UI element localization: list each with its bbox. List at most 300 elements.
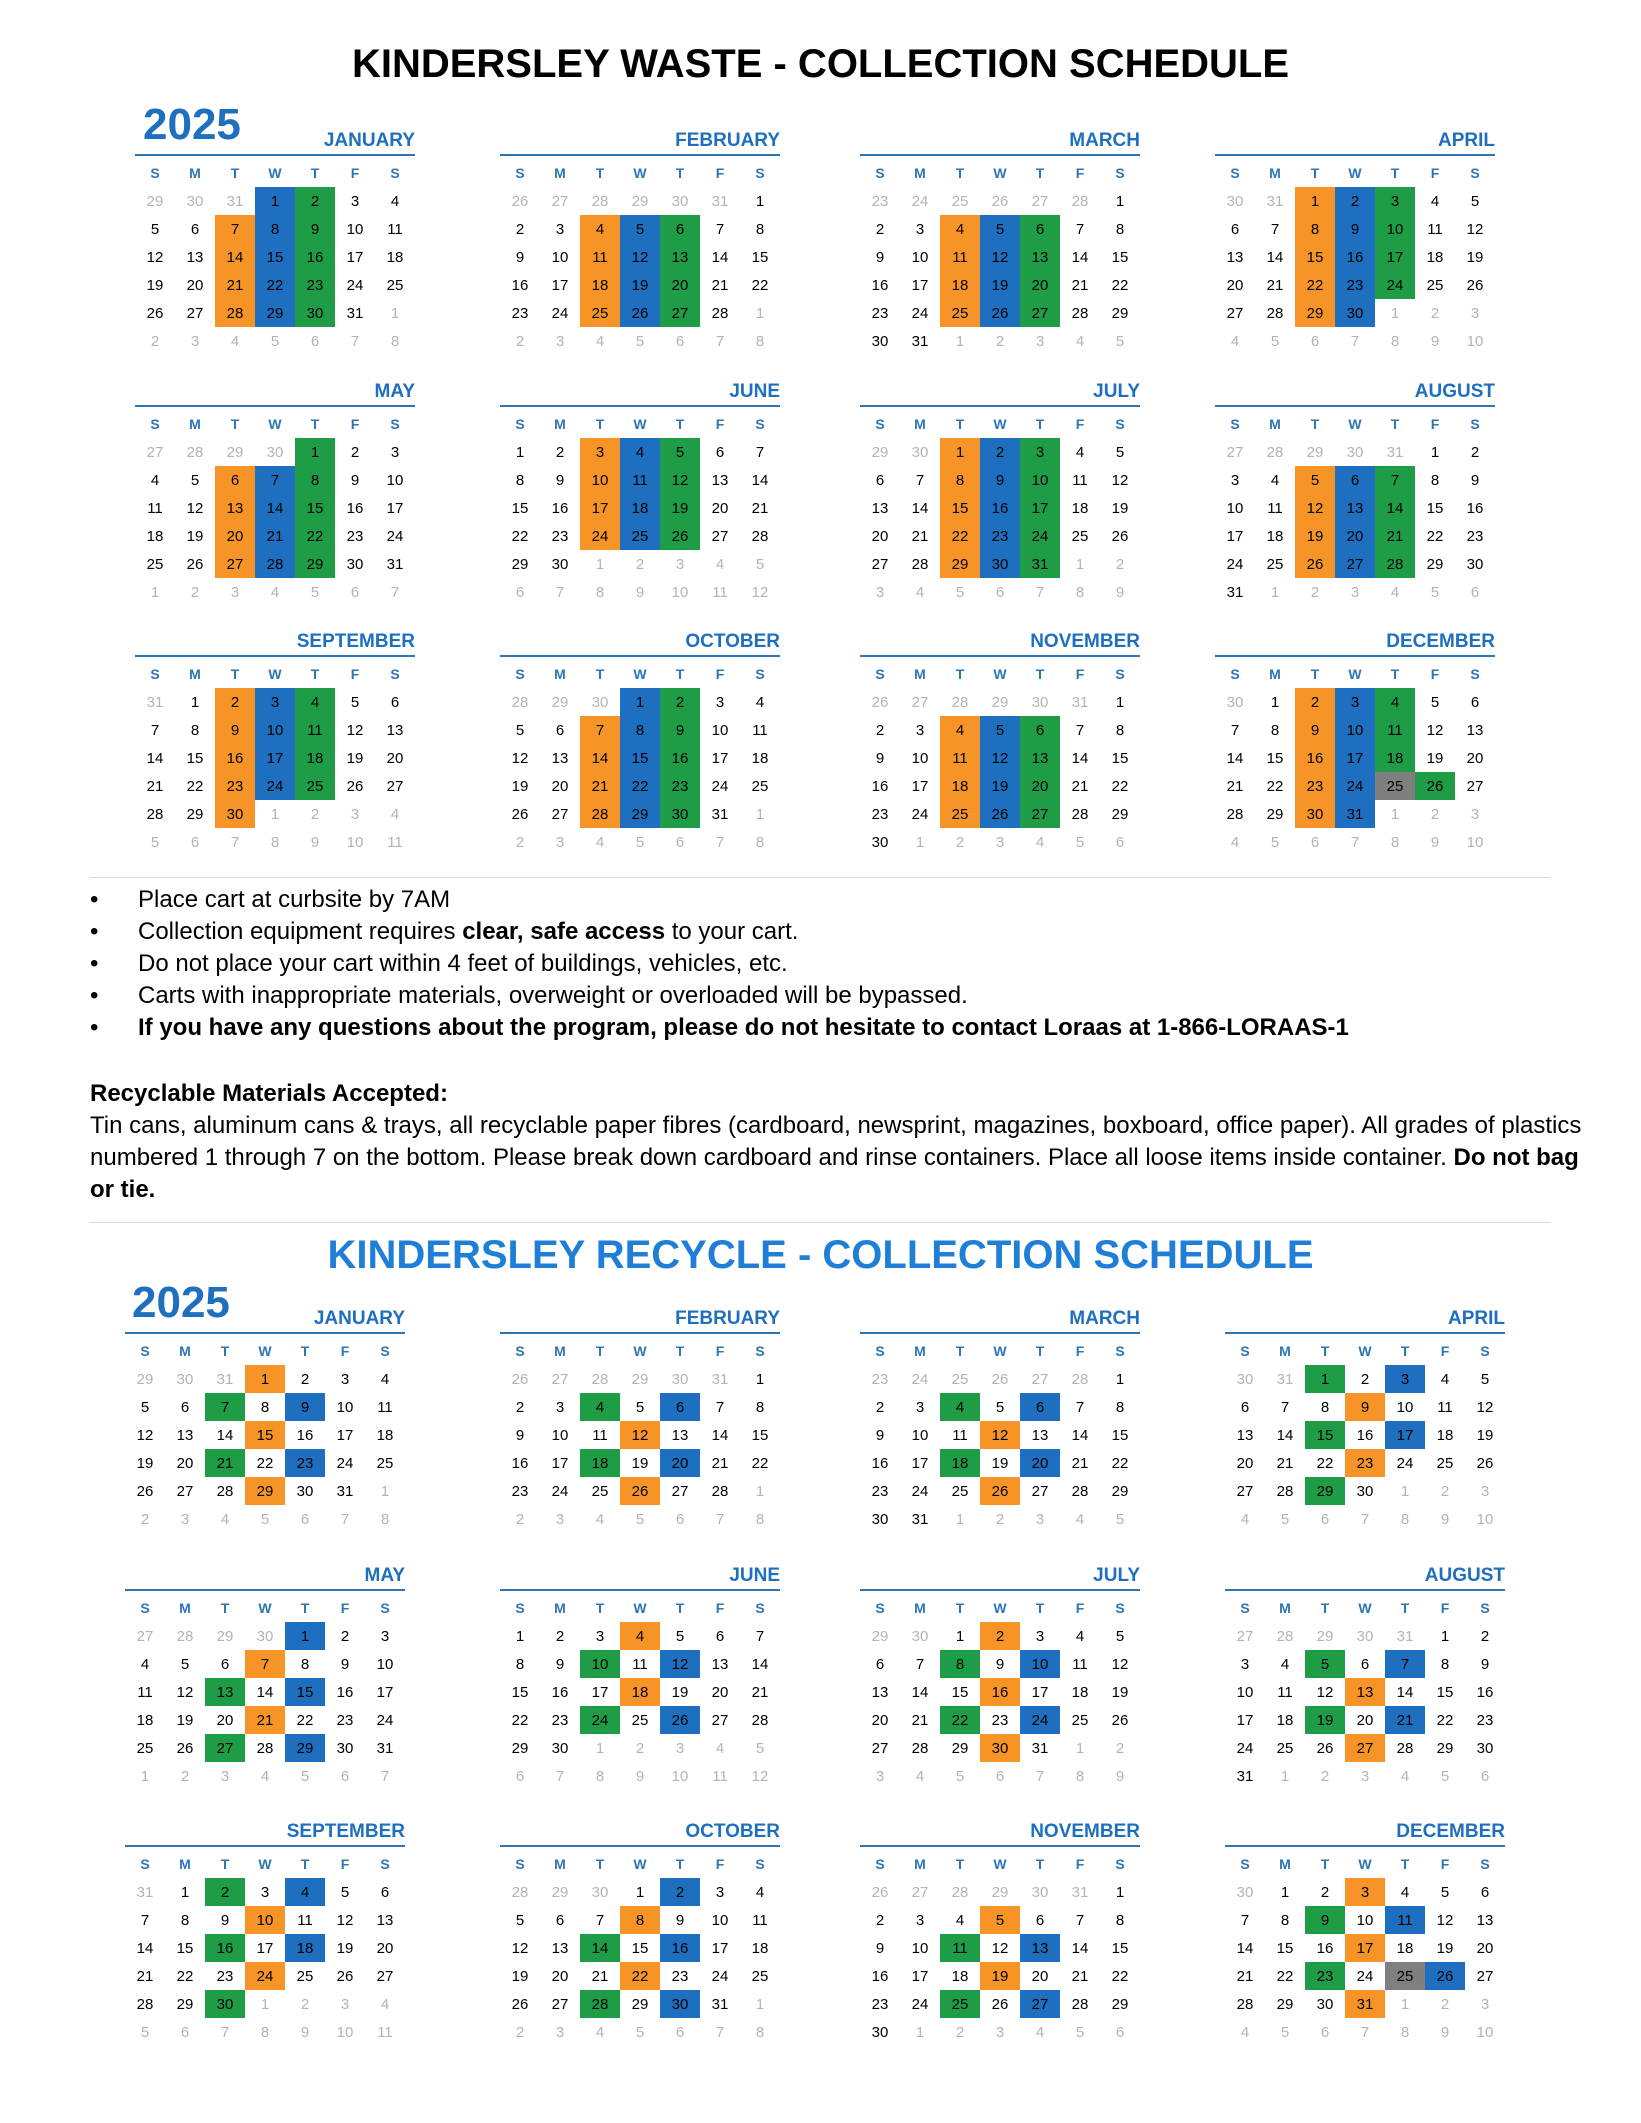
calendar-day: 9 bbox=[875, 1939, 885, 1957]
day-header: W bbox=[993, 666, 1007, 682]
calendar-day: 2 bbox=[955, 2023, 965, 2041]
calendar-day: 16 bbox=[1335, 243, 1375, 271]
month-rule bbox=[125, 1845, 405, 1847]
calendar-day: 3 bbox=[230, 583, 240, 601]
month-grid bbox=[1225, 1594, 1505, 1790]
calendar-day: 6 bbox=[1115, 833, 1125, 851]
calendar-day: 22 bbox=[620, 1962, 660, 1990]
calendar-day: 4 bbox=[755, 1883, 765, 1901]
month-grid bbox=[1225, 1850, 1505, 2046]
calendar-day: 6 bbox=[1310, 833, 1320, 851]
calendar-day: 30 bbox=[1295, 800, 1335, 828]
calendar-day: 22 bbox=[1316, 1454, 1334, 1472]
calendar-day: 5 bbox=[1280, 2023, 1290, 2041]
calendar-day: 14 bbox=[136, 1939, 154, 1957]
day-header: M bbox=[1279, 1343, 1291, 1359]
calendar-day: 6 bbox=[1360, 1655, 1370, 1673]
calendar-day: 10 bbox=[551, 248, 569, 266]
calendar-day: 4 bbox=[260, 1767, 270, 1785]
calendar-day: 7 bbox=[715, 833, 725, 851]
day-header: F bbox=[340, 1600, 350, 1616]
calendar-day: 8 bbox=[755, 1398, 765, 1416]
calendar-day: 13 bbox=[1476, 1911, 1494, 1929]
calendar-day: 4 bbox=[270, 583, 280, 601]
month-grid bbox=[500, 159, 780, 355]
month-name: DECEMBER bbox=[1386, 631, 1495, 652]
month-rule bbox=[860, 405, 1140, 407]
calendar-day: 29 bbox=[871, 1627, 889, 1645]
calendar-day: 1 bbox=[955, 1510, 965, 1528]
calendar-day: 19 bbox=[980, 772, 1020, 800]
month-grid bbox=[500, 1337, 780, 1533]
calendar-day: 1 bbox=[755, 304, 765, 322]
month-name: APRIL bbox=[1448, 1308, 1505, 1329]
calendar-day: 7 bbox=[150, 721, 160, 739]
calendar-day: 21 bbox=[1385, 1706, 1425, 1734]
calendar-day: 21 bbox=[205, 1449, 245, 1477]
calendar-day: 23 bbox=[1476, 1711, 1494, 1729]
calendar-day: 4 bbox=[1280, 1655, 1290, 1673]
calendar-day: 3 bbox=[555, 833, 565, 851]
calendar-day: 7 bbox=[1375, 466, 1415, 494]
day-header: T bbox=[955, 165, 965, 181]
calendar-day: 28 bbox=[1276, 1482, 1294, 1500]
calendar-day: 7 bbox=[245, 1650, 285, 1678]
calendar-day: 18 bbox=[951, 1967, 969, 1985]
calendar-day: 1 bbox=[515, 443, 525, 461]
calendar-day: 22 bbox=[751, 1454, 769, 1472]
calendar-day: 6 bbox=[180, 2023, 190, 2041]
calendar-day: 4 bbox=[595, 833, 605, 851]
calendar-day: 7 bbox=[1075, 220, 1085, 238]
calendar-day: 10 bbox=[671, 1767, 689, 1785]
day-header: S bbox=[1480, 1343, 1490, 1359]
recycle-month-january bbox=[125, 1308, 405, 1528]
calendar-day: 4 bbox=[1400, 1767, 1410, 1785]
calendar-day: 26 bbox=[620, 1477, 660, 1505]
calendar-day: 9 bbox=[1430, 833, 1440, 851]
calendar-day: 15 bbox=[511, 1683, 529, 1701]
calendar-day: 28 bbox=[1266, 304, 1284, 322]
calendar-day: 11 bbox=[712, 583, 728, 601]
calendar-day: 5 bbox=[1280, 1510, 1290, 1528]
calendar-day: 25 bbox=[1385, 1962, 1425, 1990]
day-header: F bbox=[715, 1343, 725, 1359]
month-rule bbox=[1225, 1589, 1505, 1591]
calendar-day: 5 bbox=[270, 332, 280, 350]
calendar-day: 1 bbox=[940, 438, 980, 466]
day-header: W bbox=[633, 1343, 647, 1359]
calendar-day: 29 bbox=[1111, 304, 1129, 322]
calendar-day: 9 bbox=[350, 471, 360, 489]
calendar-day: 6 bbox=[555, 1911, 565, 1929]
calendar-day: 8 bbox=[515, 1655, 525, 1673]
calendar-day: 8 bbox=[260, 1398, 270, 1416]
calendar-day: 21 bbox=[1375, 522, 1415, 550]
calendar-day: 22 bbox=[1276, 1967, 1294, 1985]
calendar-day: 8 bbox=[300, 1655, 310, 1673]
calendar-day: 28 bbox=[1071, 805, 1089, 823]
month-grid bbox=[500, 1850, 780, 2046]
calendar-day: 30 bbox=[671, 192, 689, 210]
calendar-day: 10 bbox=[1020, 1650, 1060, 1678]
calendar-day: 12 bbox=[176, 1683, 194, 1701]
calendar-day: 10 bbox=[911, 248, 929, 266]
day-header: M bbox=[179, 1600, 191, 1616]
calendar-day: 12 bbox=[1426, 721, 1444, 739]
calendar-day: 30 bbox=[980, 1734, 1020, 1762]
calendar-day: 3 bbox=[1385, 1365, 1425, 1393]
calendar-day: 18 bbox=[580, 271, 620, 299]
calendar-day: 9 bbox=[1305, 1906, 1345, 1934]
calendar-day: 10 bbox=[1236, 1683, 1254, 1701]
calendar-day: 13 bbox=[1226, 248, 1244, 266]
day-header: M bbox=[554, 165, 566, 181]
calendar-day: 28 bbox=[591, 1370, 609, 1388]
calendar-day: 29 bbox=[991, 693, 1009, 711]
calendar-day: 13 bbox=[215, 494, 255, 522]
calendar-day: 20 bbox=[386, 749, 404, 767]
calendar-day: 5 bbox=[635, 332, 645, 350]
day-header: F bbox=[715, 165, 725, 181]
day-header: W bbox=[268, 666, 282, 682]
calendar-day: 24 bbox=[551, 304, 569, 322]
calendar-day: 12 bbox=[991, 1939, 1009, 1957]
calendar-day: 10 bbox=[711, 721, 729, 739]
calendar-day: 8 bbox=[1075, 1767, 1085, 1785]
calendar-day: 8 bbox=[620, 1906, 660, 1934]
calendar-day: 3 bbox=[875, 1767, 885, 1785]
calendar-day: 14 bbox=[256, 1683, 274, 1701]
calendar-day: 24 bbox=[911, 304, 929, 322]
calendar-day: 17 bbox=[1226, 527, 1244, 545]
calendar-day: 23 bbox=[871, 805, 889, 823]
calendar-day: 25 bbox=[751, 777, 769, 795]
calendar-day: 10 bbox=[245, 1906, 285, 1934]
calendar-day: 7 bbox=[1385, 1650, 1425, 1678]
calendar-day: 30 bbox=[551, 555, 569, 573]
calendar-day: 6 bbox=[1240, 1398, 1250, 1416]
calendar-day: 11 bbox=[137, 1683, 153, 1701]
calendar-day: 2 bbox=[215, 688, 255, 716]
day-header: M bbox=[554, 1343, 566, 1359]
calendar-day: 8 bbox=[1295, 215, 1335, 243]
calendar-day: 31 bbox=[1071, 693, 1089, 711]
calendar-day: 4 bbox=[580, 215, 620, 243]
month-grid bbox=[860, 410, 1140, 606]
calendar-day: 2 bbox=[660, 1878, 700, 1906]
calendar-day: 3 bbox=[915, 721, 925, 739]
calendar-day: 27 bbox=[551, 192, 569, 210]
day-header: F bbox=[340, 1856, 350, 1872]
calendar-day: 13 bbox=[376, 1911, 394, 1929]
calendar-day: 21 bbox=[751, 1683, 769, 1701]
calendar-day: 23 bbox=[1345, 1449, 1385, 1477]
calendar-day: 9 bbox=[555, 471, 565, 489]
calendar-day: 12 bbox=[1111, 1655, 1129, 1673]
calendar-day: 20 bbox=[1236, 1454, 1254, 1472]
calendar-day: 25 bbox=[386, 276, 404, 294]
calendar-day: 1 bbox=[1075, 1739, 1085, 1757]
calendar-day: 17 bbox=[1236, 1711, 1254, 1729]
calendar-day: 1 bbox=[140, 1767, 150, 1785]
calendar-day: 6 bbox=[1480, 1767, 1490, 1785]
calendar-day: 5 bbox=[1295, 466, 1335, 494]
calendar-day: 1 bbox=[755, 1370, 765, 1388]
calendar-day: 18 bbox=[285, 1934, 325, 1962]
calendar-day: 27 bbox=[205, 1734, 245, 1762]
calendar-day: 8 bbox=[755, 332, 765, 350]
calendar-day: 2 bbox=[1310, 583, 1320, 601]
calendar-day: 13 bbox=[711, 1655, 729, 1673]
calendar-day: 9 bbox=[875, 248, 885, 266]
calendar-day: 13 bbox=[1236, 1426, 1254, 1444]
calendar-day: 5 bbox=[620, 215, 660, 243]
calendar-day: 3 bbox=[555, 1398, 565, 1416]
calendar-day: 17 bbox=[911, 1967, 929, 1985]
calendar-day: 16 bbox=[660, 1934, 700, 1962]
calendar-day: 14 bbox=[216, 1426, 234, 1444]
calendar-day: 8 bbox=[1390, 833, 1400, 851]
calendar-day: 8 bbox=[1390, 332, 1400, 350]
calendar-day: 30 bbox=[295, 299, 335, 327]
calendar-day: 4 bbox=[285, 1878, 325, 1906]
calendar-day: 3 bbox=[915, 1398, 925, 1416]
calendar-day: 23 bbox=[215, 772, 255, 800]
calendar-day: 30 bbox=[1466, 555, 1484, 573]
instructions-list bbox=[90, 884, 1580, 1044]
calendar-day: 16 bbox=[980, 1678, 1020, 1706]
calendar-day: 28 bbox=[911, 1739, 929, 1757]
calendar-day: 18 bbox=[620, 1678, 660, 1706]
calendar-day: 28 bbox=[951, 1883, 969, 1901]
calendar-day: 10 bbox=[1396, 1398, 1414, 1416]
calendar-day: 4 bbox=[380, 1370, 390, 1388]
calendar-day: 15 bbox=[751, 248, 769, 266]
day-header: S bbox=[755, 666, 765, 682]
calendar-day: 6 bbox=[380, 1883, 390, 1901]
day-header: T bbox=[220, 1856, 230, 1872]
calendar-day: 12 bbox=[980, 243, 1020, 271]
day-header: W bbox=[258, 1600, 272, 1616]
calendar-day: 7 bbox=[230, 833, 240, 851]
day-header: T bbox=[230, 666, 240, 682]
recycle-month-august bbox=[1225, 1565, 1505, 1785]
calendar-day: 11 bbox=[580, 243, 620, 271]
calendar-day: 25 bbox=[1266, 555, 1284, 573]
month-grid bbox=[860, 159, 1140, 355]
calendar-day: 2 bbox=[1320, 1767, 1330, 1785]
day-header: T bbox=[1400, 1600, 1410, 1616]
calendar-day: 6 bbox=[660, 1393, 700, 1421]
day-header: T bbox=[300, 1856, 310, 1872]
calendar-day: 11 bbox=[952, 1426, 968, 1444]
recyclables-heading: Recyclable Materials Accepted: bbox=[90, 1080, 448, 1107]
day-header: M bbox=[914, 1343, 926, 1359]
calendar-day: 22 bbox=[1295, 271, 1335, 299]
calendar-day: 8 bbox=[515, 471, 525, 489]
calendar-day: 5 bbox=[1115, 1510, 1125, 1528]
calendar-day: 29 bbox=[631, 192, 649, 210]
instruction-text: Place cart at curbsite by 7AM bbox=[138, 886, 451, 913]
month-rule bbox=[860, 1589, 1140, 1591]
calendar-day: 30 bbox=[1346, 443, 1364, 461]
month-rule bbox=[500, 1589, 780, 1591]
calendar-day: 6 bbox=[995, 1767, 1005, 1785]
calendar-day: 19 bbox=[991, 1454, 1009, 1472]
recycle-month-november bbox=[860, 1821, 1140, 2041]
calendar-day: 8 bbox=[1115, 1398, 1125, 1416]
calendar-day: 28 bbox=[1071, 1995, 1089, 2013]
calendar-day: 15 bbox=[1295, 243, 1335, 271]
month-rule bbox=[1215, 655, 1495, 657]
day-header: S bbox=[755, 1856, 765, 1872]
calendar-day: 4 bbox=[1440, 1370, 1450, 1388]
calendar-day: 4 bbox=[915, 583, 925, 601]
calendar-day: 5 bbox=[1115, 443, 1125, 461]
calendar-day: 10 bbox=[376, 1655, 394, 1673]
calendar-day: 2 bbox=[980, 1622, 1020, 1650]
day-header: T bbox=[310, 165, 320, 181]
calendar-day: 12 bbox=[751, 1767, 769, 1785]
calendar-day: 5 bbox=[1430, 583, 1440, 601]
calendar-day: 28 bbox=[511, 1883, 529, 1901]
calendar-day: 24 bbox=[911, 1482, 929, 1500]
calendar-day: 20 bbox=[215, 522, 255, 550]
calendar-day: 13 bbox=[1031, 1426, 1049, 1444]
calendar-day: 13 bbox=[1020, 744, 1060, 772]
calendar-day: 15 bbox=[1111, 1939, 1129, 1957]
calendar-day: 12 bbox=[1466, 220, 1484, 238]
calendar-day: 18 bbox=[940, 271, 980, 299]
day-header: M bbox=[189, 666, 201, 682]
calendar-day: 1 bbox=[1440, 1627, 1450, 1645]
day-header: T bbox=[595, 666, 605, 682]
day-header: T bbox=[1035, 1600, 1045, 1616]
calendar-day: 2 bbox=[300, 1370, 310, 1388]
calendar-day: 28 bbox=[1396, 1739, 1414, 1757]
calendar-day: 21 bbox=[1071, 276, 1089, 294]
calendar-day: 7 bbox=[215, 215, 255, 243]
day-header: W bbox=[268, 165, 282, 181]
recyclables-section bbox=[90, 1078, 1590, 1206]
calendar-day: 17 bbox=[1020, 494, 1060, 522]
calendar-day: 5 bbox=[955, 1767, 965, 1785]
calendar-day: 22 bbox=[186, 777, 204, 795]
month-rule bbox=[500, 1332, 780, 1334]
day-header: F bbox=[1440, 1856, 1450, 1872]
day-header: T bbox=[1390, 666, 1400, 682]
calendar-day: 30 bbox=[1316, 1995, 1334, 2013]
month-rule bbox=[135, 154, 415, 156]
calendar-day: 31 bbox=[1266, 192, 1284, 210]
calendar-day: 7 bbox=[350, 332, 360, 350]
calendar-day: 11 bbox=[1437, 1398, 1453, 1416]
calendar-day: 27 bbox=[215, 550, 255, 578]
calendar-day: 16 bbox=[336, 1683, 354, 1701]
calendar-day: 5 bbox=[660, 438, 700, 466]
day-header: T bbox=[675, 1856, 685, 1872]
calendar-day: 11 bbox=[752, 1911, 768, 1929]
recycle-year: 2025 bbox=[132, 1278, 230, 1327]
calendar-day: 2 bbox=[350, 443, 360, 461]
calendar-day: 27 bbox=[711, 1711, 729, 1729]
day-header: M bbox=[1279, 1856, 1291, 1872]
calendar-day: 5 bbox=[1470, 192, 1480, 210]
calendar-day: 13 bbox=[871, 1683, 889, 1701]
calendar-day: 3 bbox=[555, 332, 565, 350]
month-grid bbox=[860, 1594, 1140, 1790]
calendar-day: 5 bbox=[955, 583, 965, 601]
calendar-day: 31 bbox=[1276, 1370, 1294, 1388]
month-rule bbox=[500, 1845, 780, 1847]
day-header: T bbox=[1035, 666, 1045, 682]
calendar-day: 23 bbox=[1335, 271, 1375, 299]
calendar-day: 4 bbox=[595, 1510, 605, 1528]
calendar-day: 17 bbox=[256, 1939, 274, 1957]
calendar-day: 29 bbox=[1295, 299, 1335, 327]
calendar-day: 14 bbox=[146, 749, 164, 767]
instruction-text: Collection equipment requires bbox=[138, 918, 463, 945]
calendar-day: 22 bbox=[1111, 1967, 1129, 1985]
calendar-day: 25 bbox=[631, 1711, 649, 1729]
calendar-day: 17 bbox=[386, 499, 404, 517]
calendar-day: 22 bbox=[620, 772, 660, 800]
calendar-day: 4 bbox=[1400, 1883, 1410, 1901]
calendar-day: 2 bbox=[1430, 304, 1440, 322]
calendar-day: 15 bbox=[511, 499, 529, 517]
calendar-day: 3 bbox=[1230, 471, 1240, 489]
calendar-day: 18 bbox=[580, 1449, 620, 1477]
calendar-day: 5 bbox=[310, 583, 320, 601]
calendar-day: 30 bbox=[266, 443, 284, 461]
calendar-day: 19 bbox=[1436, 1939, 1454, 1957]
recycle-month-february bbox=[500, 1308, 780, 1528]
calendar-day: 29 bbox=[146, 192, 164, 210]
calendar-day: 24 bbox=[911, 1370, 929, 1388]
calendar-day: 14 bbox=[255, 494, 295, 522]
calendar-day: 15 bbox=[620, 744, 660, 772]
calendar-day: 22 bbox=[1266, 777, 1284, 795]
calendar-day: 5 bbox=[1440, 1767, 1450, 1785]
month-rule bbox=[135, 405, 415, 407]
calendar-day: 11 bbox=[147, 499, 163, 517]
calendar-day: 13 bbox=[176, 1426, 194, 1444]
calendar-day: 20 bbox=[1476, 1939, 1494, 1957]
calendar-day: 2 bbox=[515, 332, 525, 350]
day-header: S bbox=[1115, 1600, 1125, 1616]
calendar-day: 17 bbox=[376, 1683, 394, 1701]
instruction-item bbox=[90, 884, 1580, 916]
calendar-day: 7 bbox=[1035, 1767, 1045, 1785]
calendar-day: 3 bbox=[675, 555, 685, 573]
calendar-day: 27 bbox=[871, 1739, 889, 1757]
calendar-day: 13 bbox=[711, 471, 729, 489]
calendar-day: 28 bbox=[1071, 1370, 1089, 1388]
calendar-day: 14 bbox=[751, 1655, 769, 1673]
calendar-day: 1 bbox=[1400, 1995, 1410, 2013]
month-grid bbox=[135, 660, 415, 856]
month-name: NOVEMBER bbox=[1030, 1821, 1140, 1842]
calendar-day: 2 bbox=[1335, 187, 1375, 215]
calendar-day: 20 bbox=[711, 1683, 729, 1701]
calendar-day: 1 bbox=[915, 833, 925, 851]
calendar-day: 31 bbox=[136, 1883, 154, 1901]
calendar-day: 1 bbox=[190, 693, 200, 711]
day-header: T bbox=[955, 1600, 965, 1616]
calendar-day: 27 bbox=[1226, 304, 1244, 322]
calendar-day: 20 bbox=[660, 1449, 700, 1477]
